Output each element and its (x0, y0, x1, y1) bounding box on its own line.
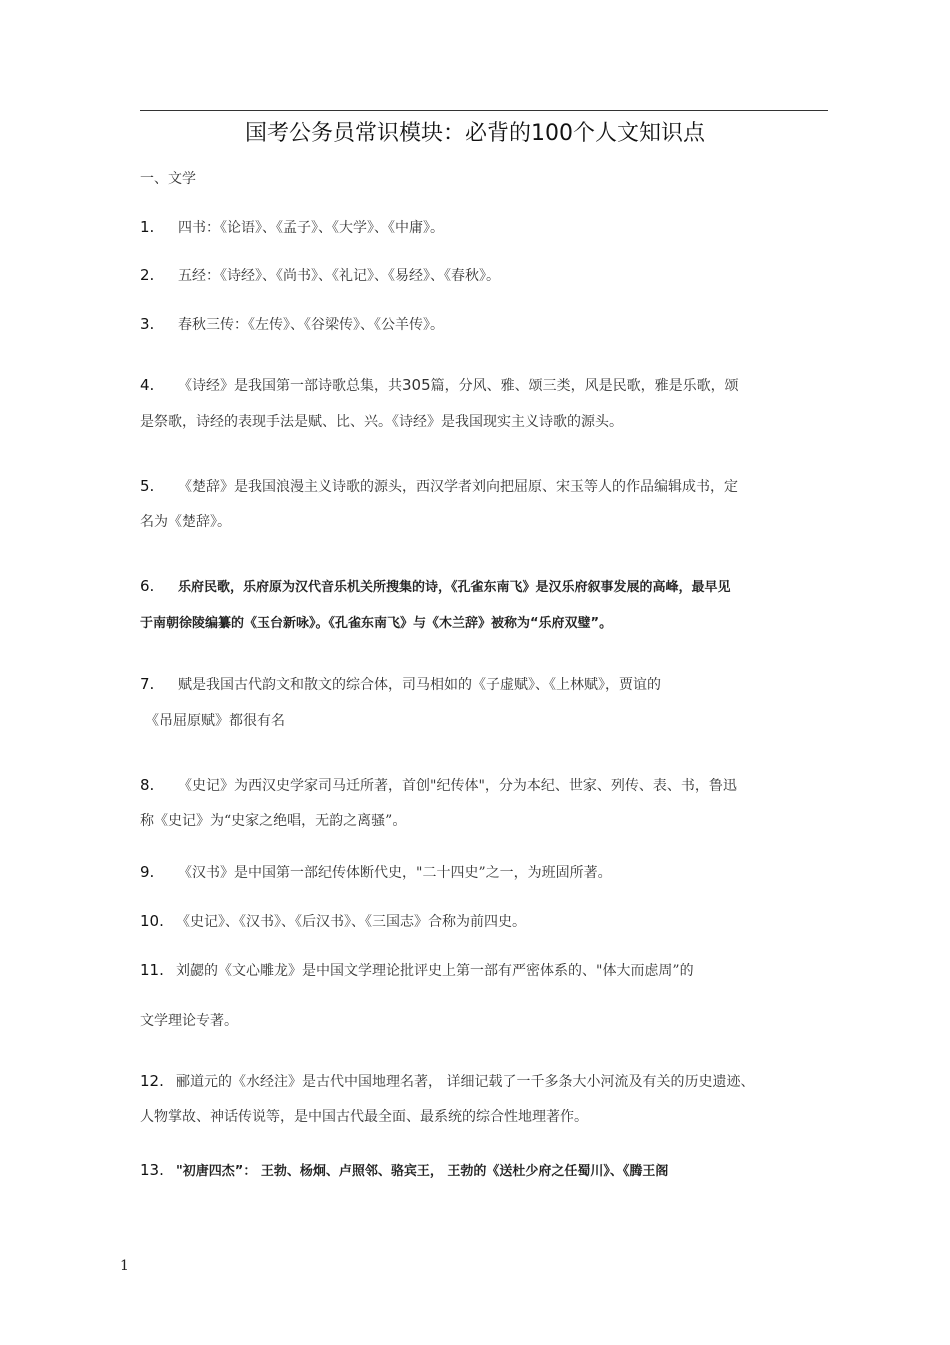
item-number: 8. (140, 776, 155, 794)
header-rule (140, 110, 828, 111)
list-item-4-continuation (140, 412, 623, 432)
list-item-8-continuation (140, 811, 406, 831)
list-item-12-continuation (140, 1107, 588, 1127)
item-text: 文学理论专著。 (140, 1013, 238, 1029)
list-item-4 (140, 375, 739, 396)
document-title: 国考公务员常识模块：必背的100个人文知识点 (245, 121, 705, 146)
list-item-9 (140, 862, 612, 883)
item-text: 于南朝徐陵编纂的《玉台新咏》。《孔雀东南飞》与《木兰辞》被称为“乐府双璧”。 (140, 616, 613, 631)
item-text: 春秋三传：《左传》、《谷梁传》、《公羊传》。 (178, 317, 444, 333)
item-text: 郦道元的《水经注》是古代中国地理名著， 详细记载了一千多条大小河流及有关的历史遗迹、 (176, 1074, 755, 1090)
list-item-10 (140, 911, 526, 932)
item-number: 5. (140, 477, 155, 495)
item-number: 7. (140, 675, 155, 693)
item-text: 《史记》、《汉书》、《后汉书》、《三国志》合称为前四史。 (176, 914, 526, 930)
section-heading: 一、文学 (140, 171, 196, 187)
item-text: "初唐四杰”： 王勃、杨炯、卢照邻、骆宾王， 王勃的《送杜少府之任蜀川》、《腾王阁 (176, 1164, 669, 1179)
list-item-8 (140, 775, 737, 796)
item-number: 2. (140, 266, 155, 284)
page-number: 1 (120, 1258, 129, 1274)
item-text: 四书：《论语》、《孟子》、《大学》、《中庸》。 (178, 220, 444, 236)
item-text: 赋是我国古代韵文和散文的综合体，司马相如的《子虚赋》、《上林赋》，贾谊的 (178, 677, 661, 693)
list-item-2 (140, 265, 500, 286)
item-text: 《汉书》是中国第一部纪传体断代史，"二十四史”之一，为班固所著。 (178, 865, 612, 881)
list-item-3 (140, 314, 444, 335)
list-item-5-continuation (140, 512, 231, 532)
item-number: 11. (140, 961, 164, 979)
item-number: 1. (140, 218, 155, 236)
list-item-1 (140, 217, 444, 238)
item-text: 五经：《诗经》、《尚书》、《礼记》、《易经》、《春秋》。 (178, 268, 500, 284)
item-number: 4. (140, 376, 155, 394)
item-text: 《史记》为西汉史学家司马迁所著，首创"纪传体"，分为本纪、世家、列传、表、书，鲁迅 (178, 778, 737, 794)
item-text: 篇，分风、雅、颂三类，风是民歌，雅是乐歌，颂 (430, 378, 739, 394)
list-item-11 (140, 960, 694, 981)
list-item-12 (140, 1071, 754, 1092)
list-item-7-continuation (145, 711, 285, 731)
item-text: 名为《楚辞》。 (140, 514, 231, 530)
item-number: 10. (140, 912, 164, 930)
item-number: 13. (140, 1161, 164, 1179)
item-number: 12. (140, 1072, 164, 1090)
item-text: 《吊屈原赋》都很有名 (145, 713, 285, 729)
list-item-13 (140, 1160, 668, 1182)
item-text: 《诗经》是我国第一部诗歌总集，共 (178, 378, 402, 394)
item-text-number: 305 (402, 376, 431, 394)
item-text: 人物掌故、神话传说等，是中国古代最全面、最系统的综合性地理著作。 (140, 1109, 588, 1125)
item-text: 《楚辞》是我国浪漫主义诗歌的源头，西汉学者刘向把屈原、宋玉等人的作品编辑成书，定 (178, 479, 738, 495)
item-text: 是祭歌，诗经的表现手法是赋、比、兴。《诗经》是我国现实主义诗歌的源头。 (140, 414, 623, 430)
item-text: 乐府民歌，乐府原为汉代音乐机关所搜集的诗，《孔雀东南飞》是汉乐府叙事发展的高峰，最早见 (178, 580, 731, 595)
item-number: 6. (140, 577, 155, 595)
list-item-6-continuation (140, 613, 612, 634)
item-text: 称《史记》为“史家之绝唱，无韵之离骚”。 (140, 813, 407, 829)
item-text: 刘勰的《文心雕龙》是中国文学理论批评史上第一部有严密体系的、"体大而虑周”的 (176, 963, 694, 979)
item-number: 3. (140, 315, 155, 333)
list-item-11-continuation (140, 1011, 238, 1031)
list-item-6 (140, 576, 731, 598)
item-number: 9. (140, 863, 155, 881)
list-item-7 (140, 674, 661, 695)
list-item-5 (140, 476, 738, 497)
